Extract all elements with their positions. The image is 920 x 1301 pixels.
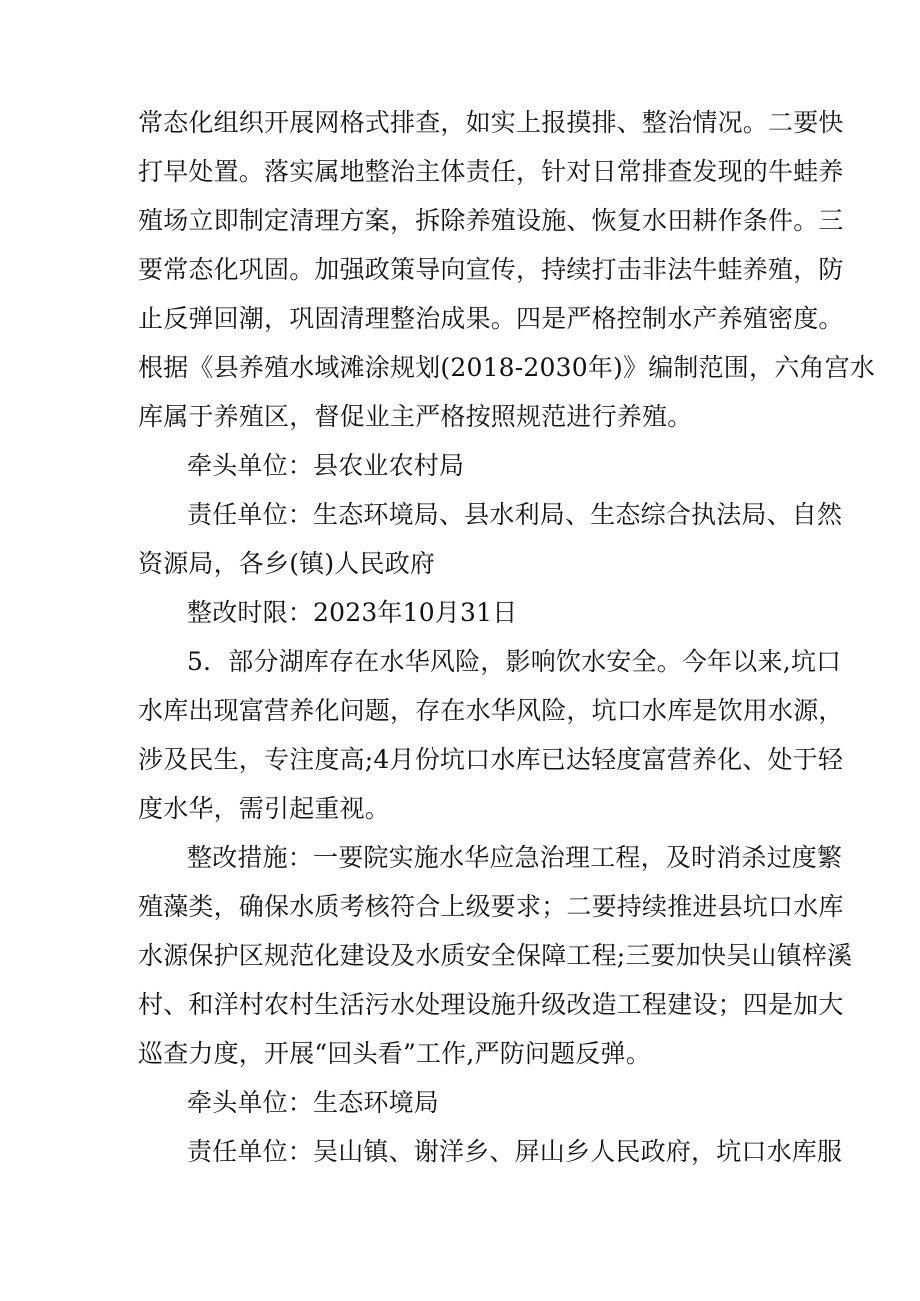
body-text-line: 止反弹回潮，巩固清理整治成果。四是严格控制水产养殖密度。 — [138, 304, 844, 333]
body-text-line: 资源局，各乡(镇)人民政府 — [138, 549, 436, 578]
body-text-line: 打早处置。落实属地整治主体责任，针对日常排查发现的牛蛙养 — [138, 157, 844, 186]
body-text-line: 度水华，需引起重视。 — [138, 794, 391, 823]
body-text-line: 要常态化巩固。加强政策导向宣传，持续打击非法牛蛙养殖，防 — [138, 255, 844, 284]
body-text-line: 殖场立即制定清理方案，拆除养殖设施、恢复水田耕作条件。三 — [138, 206, 844, 235]
body-text-line: 村、和洋村农村生活污水处理设施升级改造工程建设；四是加大 — [138, 990, 844, 1019]
body-text-line: 涉及民生，专注度高;4月份坑口水库已达轻度富营养化、处于轻 — [138, 745, 844, 774]
body-text-line: 根据《县养殖水域滩涂规划(2018-2030年)》编制范围，六角宫水 — [138, 353, 876, 382]
responsible-unit-line: 责任单位：吴山镇、谢洋乡、屏山乡人民政府，坑口水库服 — [187, 1137, 843, 1166]
responsible-unit-line: 责任单位：生态环境局、县水利局、生态综合执法局、自然 — [187, 500, 843, 529]
lead-unit-line: 牵头单位：生态环境局 — [187, 1088, 440, 1117]
lead-unit-line: 牵头单位：县农业农村局 — [187, 451, 465, 480]
body-text-line: 殖藻类，确保水质考核符合上级要求；二要持续推进县坑口水库 — [138, 892, 844, 921]
deadline-line: 整改时限：2023年10月31日 — [187, 598, 518, 627]
body-text-line: 常态化组织开展网格式排查，如实上报摸排、整治情况。二要快 — [138, 108, 844, 137]
measures-line: 整改措施：一要院实施水华应急治理工程，及时消杀过度繁 — [187, 843, 843, 872]
issue-heading-line: 5．部分湖库存在水华风险，影响饮水安全。今年以来,坑口 — [187, 647, 842, 676]
body-text-line: 巡查力度，开展“回头看”工作,严防问题反弹。 — [138, 1039, 651, 1068]
body-text-line: 水源保护区规范化建设及水质安全保障工程;三要加快吴山镇梓溪 — [138, 941, 853, 970]
body-text-line: 库属于养殖区，督促业主严格按照规范进行养殖。 — [138, 402, 693, 431]
body-text-line: 水库出现富营养化问题，存在水华风险，坑口水库是饮用水源， — [138, 696, 844, 725]
